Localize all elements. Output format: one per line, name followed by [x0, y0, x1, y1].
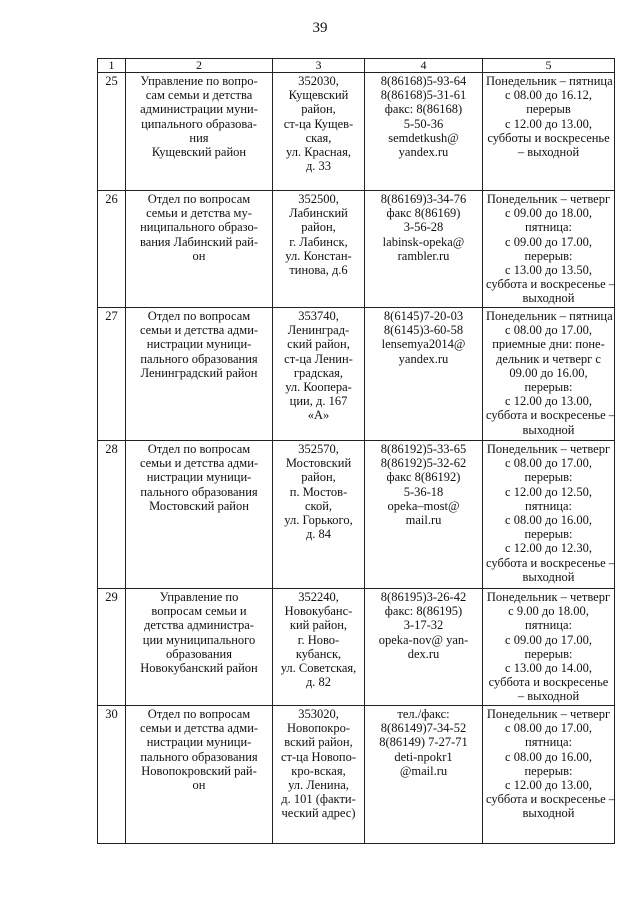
cell-line: кубанск,: [295, 646, 342, 661]
cell-line: перерыв:: [524, 248, 573, 263]
cell-line: Управление по: [159, 590, 239, 604]
page-number: 39: [312, 20, 328, 36]
cell-line: перерыв: [526, 102, 571, 117]
cell-line: ст-ца Ленин-: [284, 351, 353, 366]
header-cell: 1: [98, 59, 126, 73]
row-number-cell: 26: [98, 191, 126, 308]
cell-line: выходной: [522, 291, 575, 306]
cell-line: ул. Коопера-: [285, 380, 352, 395]
cell-line: пального образования: [140, 484, 258, 499]
contacts-cell: [365, 73, 483, 191]
cell-line: перерыв:: [524, 380, 573, 395]
cell-line: семьи и детства адми-: [139, 323, 259, 338]
address-cell: [273, 589, 365, 706]
cell-line: д. 33: [305, 159, 332, 174]
cell-line: 8(86195)3-26-42: [380, 590, 467, 604]
cell-line: ниципального образо-: [140, 220, 258, 235]
contacts-cell: [365, 441, 483, 589]
cell-line: Мостовский: [285, 456, 352, 471]
cell-line: суббота и воскресенье –: [486, 277, 616, 292]
cell-line: 8(86149) 7-27-71: [379, 735, 468, 750]
cell-line: ской,: [304, 498, 333, 513]
contacts-cell: [365, 308, 483, 441]
cell-line: перерыв:: [524, 527, 573, 542]
cell-line: Новокубанский район: [140, 661, 258, 676]
cell-line: образования: [166, 646, 232, 661]
cell-line: с 08.00 до 16.00,: [505, 513, 592, 528]
cell-line: п. Мостов-: [289, 484, 348, 499]
cell-line: перерыв:: [524, 470, 573, 485]
cell-line: с 13.00 до 14.00,: [505, 661, 592, 676]
cell-line: ул. Советская,: [280, 661, 357, 676]
cell-line: район,: [301, 102, 336, 117]
header-row: [98, 59, 615, 73]
cell-line: факс 8(86169): [386, 206, 461, 221]
cell-line: 8(86192)5-32-62: [380, 456, 467, 471]
cell-line: вопросам семьи и: [151, 604, 247, 619]
table-row: [98, 441, 615, 589]
header-cell: 2: [126, 59, 273, 73]
cell-line: Управление по вопро-: [140, 74, 258, 88]
cell-line: с 08.00 до 17.00,: [505, 721, 592, 736]
cell-line: 3-17-32: [403, 618, 444, 633]
cell-line: д. 82: [305, 675, 332, 690]
cell-line: факс: 8(86168): [384, 102, 463, 117]
cell-line: 8(6145)7-20-03: [383, 309, 464, 323]
cell-line: 5-36-18: [403, 484, 444, 499]
row-number-cell: 27: [98, 308, 126, 441]
cell-line: mail.ru: [405, 513, 442, 528]
row-number-cell: 29: [98, 589, 126, 706]
cell-line: пятница:: [525, 220, 572, 235]
cell-line: ул. Ленина,: [288, 778, 349, 793]
cell-line: с 12.00 до 13.00,: [505, 394, 592, 409]
cell-line: семьи и детства му-: [146, 206, 252, 221]
cell-line: 8(6145)3-60-58: [383, 323, 464, 338]
cell-line: перерыв:: [524, 646, 573, 661]
cell-line: пятница:: [525, 735, 572, 750]
table-row: [98, 73, 615, 191]
header-cell: 5: [483, 59, 615, 73]
cell-line: 8(86168)5-93-64: [380, 74, 467, 88]
schedule-cell: [483, 73, 615, 191]
cell-line: ции, д. 167: [289, 394, 348, 409]
cell-line: Новопокровский рай-: [141, 763, 257, 778]
table-row: [98, 706, 615, 844]
row-number-cell: 28: [98, 441, 126, 589]
cell-line: Новокубанс-: [284, 604, 353, 619]
cell-line: с 08.00 до 17.00,: [505, 323, 592, 338]
cell-line: с 13.00 до 13.50,: [505, 263, 592, 278]
cell-line: ул. Горького,: [284, 513, 353, 528]
cell-line: пального образования: [140, 351, 258, 366]
institutions-table: [97, 58, 615, 844]
cell-line: Мостовский район: [149, 498, 249, 513]
cell-line: с 12.00 до 13.00,: [505, 116, 592, 131]
cell-line: д. 84: [305, 527, 332, 542]
cell-line: semdetkush@: [388, 130, 459, 145]
cell-line: с 09.00 до 18.00,: [505, 206, 592, 221]
cell-line: 8(86149)7-34-52: [380, 721, 467, 736]
cell-line: – выходной: [517, 145, 580, 160]
cell-line: Новопокро-: [286, 721, 351, 736]
cell-line: кро-вская,: [291, 763, 346, 778]
cell-line: ния: [189, 130, 209, 145]
schedule-cell: [483, 191, 615, 308]
cell-line: Кущевский: [288, 88, 349, 103]
schedule-cell: [483, 308, 615, 441]
header-cell: 3: [273, 59, 365, 73]
cell-line: с 09.00 до 17.00,: [505, 632, 592, 647]
contacts-cell: [365, 589, 483, 706]
cell-line: ции муниципального: [142, 632, 256, 647]
cell-line: кий район,: [289, 618, 348, 633]
org-name-cell: [126, 441, 273, 589]
cell-line: он: [192, 248, 206, 263]
cell-line: с 12.00 до 12.30,: [505, 541, 592, 556]
cell-line: тинова, д.6: [289, 263, 348, 278]
cell-line: пального образования: [140, 749, 258, 764]
cell-line: с 9.00 до 18.00,: [508, 604, 589, 619]
address-cell: [273, 706, 365, 844]
table-row: [98, 308, 615, 441]
cell-line: выходной: [522, 806, 575, 821]
cell-line: Отдел по вопросам: [147, 707, 251, 721]
org-name-cell: [126, 308, 273, 441]
cell-line: lensemya2014@: [381, 337, 466, 352]
cell-line: Лабинский: [289, 206, 348, 221]
cell-line: ст-ца Новопо-: [281, 749, 356, 764]
cell-line: выходной: [522, 569, 575, 584]
cell-line: факс: 8(86195): [384, 604, 463, 619]
cell-line: rambler.ru: [397, 248, 450, 263]
cell-line: 353020,: [298, 707, 339, 721]
cell-line: семьи и детства адми-: [139, 456, 259, 471]
cell-line: – выходной: [517, 689, 580, 704]
cell-line: Отдел по вопросам: [147, 192, 251, 206]
cell-line: ципального образова-: [141, 116, 257, 131]
cell-line: Кущевский район: [151, 145, 247, 160]
cell-line: 352500,: [298, 192, 339, 206]
cell-line: 353740,: [298, 309, 339, 323]
cell-line: факс 8(86192): [386, 470, 461, 485]
cell-line: Понедельник – пятница: [486, 74, 613, 88]
org-name-cell: [126, 706, 273, 844]
cell-line: нистрации муници-: [146, 470, 252, 485]
schedule-cell: [483, 441, 615, 589]
address-cell: [273, 73, 365, 191]
org-name-cell: [126, 191, 273, 308]
cell-line: Отдел по вопросам: [147, 309, 251, 323]
address-cell: [273, 308, 365, 441]
cell-line: администрации муни-: [140, 102, 258, 117]
cell-line: сам семьи и детства: [145, 88, 253, 103]
cell-line: с 12.00 до 12.50,: [505, 484, 592, 499]
cell-line: ская,: [305, 130, 332, 145]
cell-line: opeka-nov@ yan-: [378, 632, 469, 647]
cell-line: нистрации муници-: [146, 735, 252, 750]
org-name-cell: [126, 589, 273, 706]
schedule-cell: [483, 706, 615, 844]
cell-line: @mail.ru: [399, 763, 448, 778]
cell-line: yandex.ru: [398, 145, 449, 160]
cell-line: пятница:: [525, 498, 572, 513]
cell-line: с 08.00 до 16.00,: [505, 749, 592, 764]
cell-line: yandex.ru: [398, 351, 449, 366]
contacts-cell: [365, 191, 483, 308]
cell-line: Понедельник – четверг: [486, 590, 611, 604]
cell-line: Понедельник – пятница: [486, 309, 613, 323]
cell-line: ст-ца Кущев-: [283, 116, 354, 131]
cell-line: 8(86168)5-31-61: [380, 88, 467, 103]
cell-line: Отдел по вопросам: [147, 442, 251, 456]
contacts-cell: [365, 706, 483, 844]
cell-line: Понедельник – четверг: [486, 707, 611, 721]
cell-line: дельник и четверг с: [496, 351, 601, 366]
cell-line: перерыв:: [524, 763, 573, 778]
cell-line: детства администра-: [144, 618, 254, 633]
cell-line: deti-npokr1: [394, 749, 453, 764]
cell-line: 352240,: [298, 590, 339, 604]
cell-line: labinsk-opeka@: [382, 234, 465, 249]
cell-line: ул. Красная,: [286, 145, 351, 160]
cell-line: dex.ru: [407, 646, 440, 661]
cell-line: пятница:: [525, 618, 572, 633]
cell-line: суббота и воскресенье: [488, 675, 609, 690]
cell-line: выходной: [522, 422, 575, 437]
cell-line: ский район,: [287, 337, 350, 352]
cell-line: приемные дни: поне-: [492, 337, 605, 352]
address-cell: [273, 191, 365, 308]
cell-line: вания Лабинский рай-: [139, 234, 259, 249]
cell-line: 8(86169)3-34-76: [380, 192, 467, 206]
cell-line: суббота и воскресенье –: [486, 408, 616, 423]
cell-line: градская,: [293, 365, 344, 380]
cell-line: д. 101 (факти-: [281, 792, 356, 807]
cell-line: 352570,: [298, 442, 339, 456]
cell-line: с 09.00 до 17.00,: [505, 234, 592, 249]
cell-line: г. Ново-: [297, 632, 340, 647]
cell-line: 352030,: [298, 74, 339, 88]
header-cell: 4: [365, 59, 483, 73]
cell-line: «А»: [307, 408, 330, 423]
cell-line: 3-56-28: [403, 220, 444, 235]
cell-line: суббота и воскресенье –: [486, 555, 616, 570]
cell-line: с 08.00 до 17.00,: [505, 456, 592, 471]
cell-line: нистрации муници-: [146, 337, 252, 352]
cell-line: район,: [301, 220, 336, 235]
org-name-cell: [126, 73, 273, 191]
cell-line: суббота и воскресенье –: [486, 792, 616, 807]
cell-line: 5-50-36: [403, 116, 444, 131]
cell-line: Ленинградский район: [140, 365, 258, 380]
cell-line: opeka–most@: [387, 498, 460, 513]
cell-line: 09.00 до 16.00,: [509, 365, 588, 380]
cell-line: семьи и детства адми-: [139, 721, 259, 736]
cell-line: с 12.00 до 13.00,: [505, 778, 592, 793]
table-row: [98, 589, 615, 706]
cell-line: Ленинград-: [287, 323, 350, 338]
cell-line: г. Лабинск,: [289, 234, 348, 249]
cell-line: он: [192, 778, 206, 793]
cell-line: Понедельник – четверг: [486, 192, 611, 206]
row-number-cell: 30: [98, 706, 126, 844]
table-row: [98, 191, 615, 308]
address-cell: [273, 441, 365, 589]
cell-line: ул. Констан-: [285, 248, 352, 263]
cell-line: вский район,: [284, 735, 353, 750]
cell-line: с 08.00 до 16.12,: [505, 88, 592, 103]
schedule-cell: [483, 589, 615, 706]
cell-line: 8(86192)5-33-65: [380, 442, 467, 456]
row-number-cell: 25: [98, 73, 126, 191]
cell-line: тел./факс:: [397, 707, 450, 721]
cell-line: Понедельник – четверг: [486, 442, 611, 456]
cell-line: район,: [301, 470, 336, 485]
cell-line: ческий адрес): [281, 806, 356, 821]
cell-line: субботы и воскресенье: [487, 130, 610, 145]
